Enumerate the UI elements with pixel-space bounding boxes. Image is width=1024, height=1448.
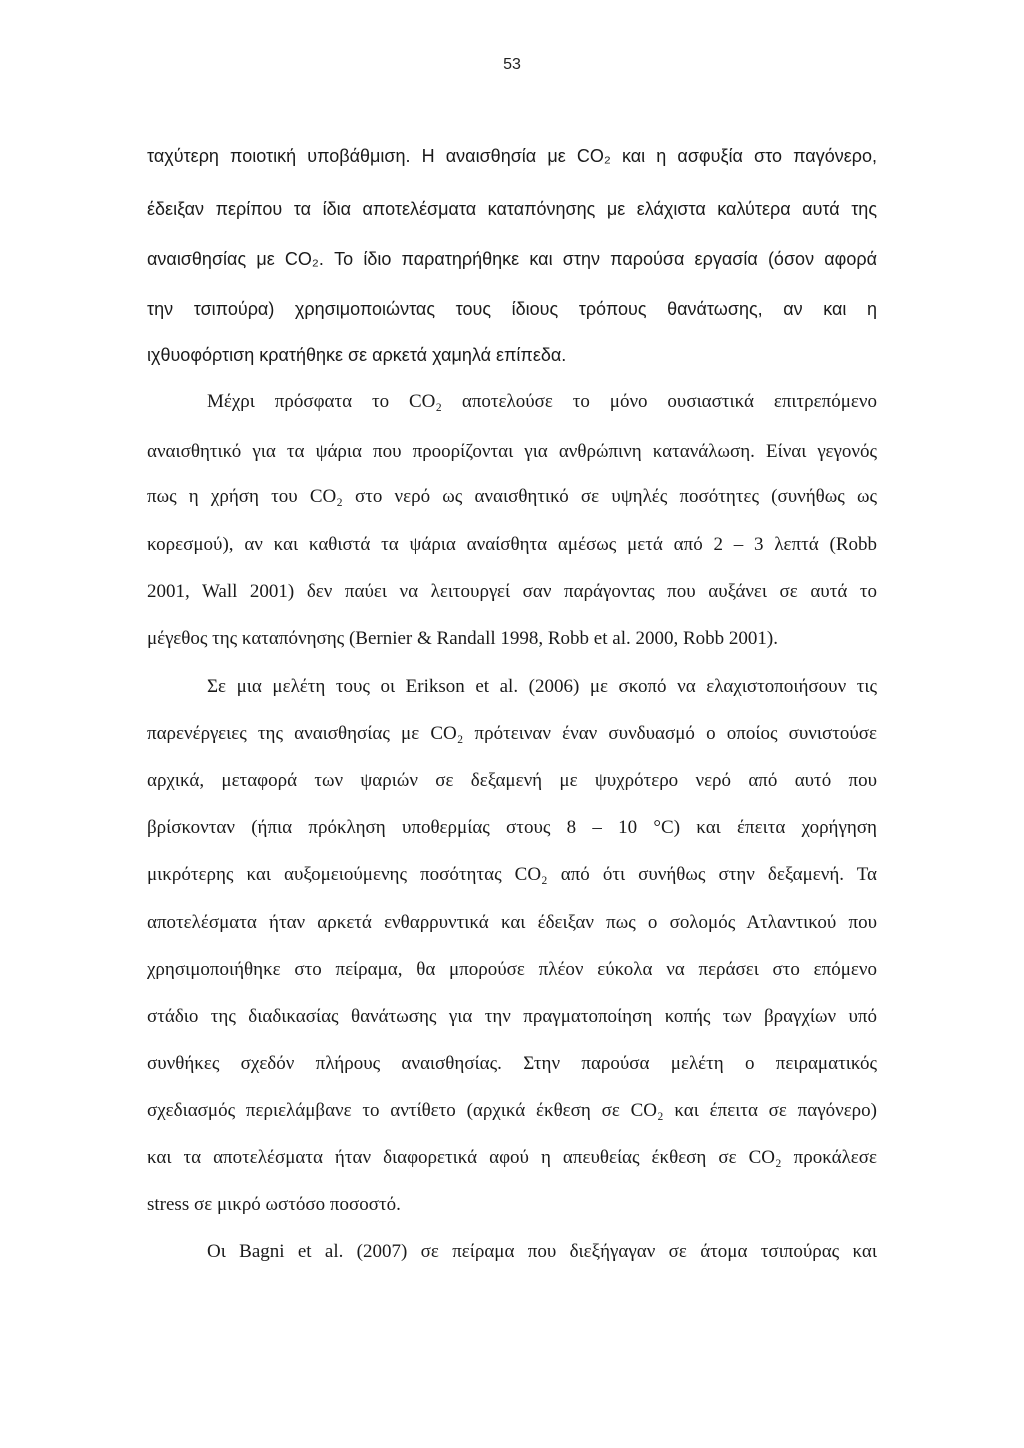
text-line: πως η χρήση του CO₂ στο νερό ως αναισθητικό σε υψηλές ποσότητες (συνήθως ως (147, 486, 877, 507)
text-line: σχεδιασμός περιελάμβανε το αντίθετο (αρχικά έκθεση σε CO₂ και έπειτα σε παγόνερο) (147, 1100, 877, 1121)
text-line: Οι Bagni et al. (2007) σε πείραμα που διεξήγαγαν σε άτομα τσιπούρας και (207, 1241, 877, 1262)
text-line: 2001, Wall 2001) δεν παύει να λειτουργεί σαν παράγοντας που αυξάνει σε αυτά το (147, 581, 877, 602)
text-line: παρενέργειες της αναισθησίας με CO₂ πρότειναν έναν συνδυασμό ο οποίος συνιστούσε (147, 723, 877, 744)
text-line: Σε μια μελέτη τους οι Erikson et al. (2006) με σκοπό να ελαχιστοποιήσουν τις (207, 676, 877, 697)
text-line: χρησιμοποιήθηκε στο πείραμα, θα μπορούσε πλέον εύκολα να περάσει στο επόμενο (147, 959, 877, 980)
text-line: αποτελέσματα ήταν αρκετά ενθαρρυντικά και έδειξαν πως ο σολομός Ατλαντικού που (147, 912, 877, 933)
text-line: stress σε μικρό ωστόσο ποσοστό. (147, 1194, 401, 1215)
text-line: στάδιο της διαδικασίας θανάτωσης για την πραγματοποίηση κοπής των βραγχίων υπό (147, 1006, 877, 1027)
text-line: Μέχρι πρόσφατα το CO₂ αποτελούσε το μόνο ουσιαστικά επιτρεπόμενο (207, 391, 877, 412)
text-line: έδειξαν περίπου τα ίδια αποτελέσματα καταπόνησης με ελάχιστα καλύτερα αυτά της (147, 199, 877, 219)
text-line: και τα αποτελέσματα ήταν διαφορετικά αφού η απευθείας έκθεση σε CO₂ προκάλεσε (147, 1147, 877, 1168)
text-line: μικρότερης και αυξομειούμενης ποσότητας CO₂ από ότι συνήθως στην δεξαμενή. Τα (147, 864, 877, 885)
text-line: ταχύτερη ποιοτική υποβάθμιση. Η αναισθησία με CO₂ και η ασφυξία στο παγόνερο, (147, 146, 877, 166)
text-line: κορεσμού), αν και καθιστά τα ψάρια αναίσθητα αμέσως μετά από 2 – 3 λεπτά (Robb (147, 534, 877, 555)
text-line: ιχθυοφόρτιση κρατήθηκε σε αρκετά χαμηλά επίπεδα. (147, 345, 567, 365)
text-line: βρίσκονταν (ήπια πρόκληση υποθερμίας στους 8 – 10 °C) και έπειτα χορήγηση (147, 817, 877, 838)
text-line: την τσιπούρα) χρησιμοποιώντας τους ίδιους τρόπους θανάτωσης, αν και η (147, 299, 877, 319)
text-line: μέγεθος της καταπόνησης (Bernier & Randall 1998, Robb et al. 2000, Robb 2001). (147, 628, 778, 649)
text-line: συνθήκες σχεδόν πλήρους αναισθησίας. Στην παρούσα μελέτη ο πειραματικός (147, 1053, 877, 1074)
text-line: αναισθητικό για τα ψάρια που προορίζονται για ανθρώπινη κατανάλωση. Είναι γεγονός (147, 441, 877, 462)
text-line: αρχικά, μεταφορά των ψαριών σε δεξαμενή με ψυχρότερο νερό από αυτό που (147, 770, 877, 791)
page-number: 53 (503, 56, 521, 73)
text-line: αναισθησίας με CO₂. Το ίδιο παρατηρήθηκε και στην παρούσα εργασία (όσον αφορά (147, 249, 877, 269)
